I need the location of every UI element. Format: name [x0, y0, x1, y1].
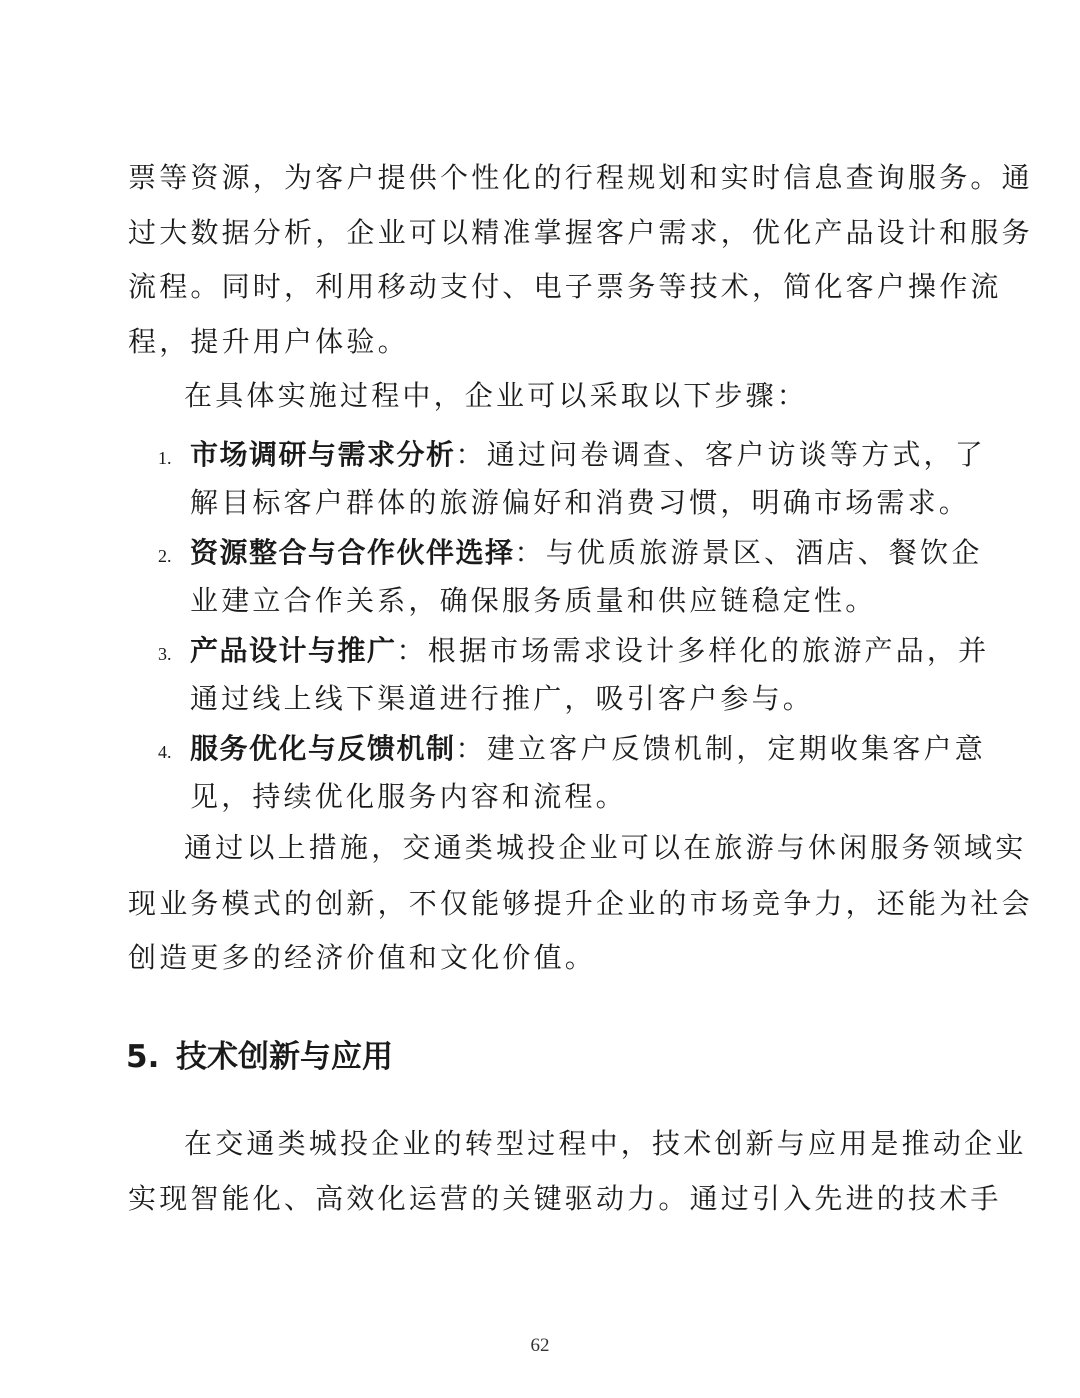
step-1-number: 1. — [158, 448, 172, 468]
step-4-text: ：建立客户反馈机制，定期收集客户意 — [455, 732, 986, 765]
intro-line-2: 过大数据分析，企业可以精准掌握客户需求，优化产品设计和服务 — [128, 216, 1033, 249]
step-2-title: 资源整合与合作伙伴选择 — [190, 536, 515, 569]
step-3-text: ：根据市场需求设计多样化的旅游产品，并 — [396, 634, 990, 667]
section-number: 5. — [126, 1039, 160, 1075]
step-4-title: 服务优化与反馈机制 — [190, 732, 456, 765]
step-1-line-1 — [190, 437, 986, 473]
step-3-line-2: 通过线上线下渠道进行推广，吸引客户参与。 — [190, 682, 815, 715]
section-title: 技术创新与应用 — [176, 1039, 393, 1075]
steps-intro: 在具体实施过程中，企业可以采取以下步骤： — [184, 379, 809, 412]
conclusion-line-3: 创造更多的经济价值和文化价值。 — [128, 941, 597, 974]
step-3-title: 产品设计与推广 — [190, 634, 397, 667]
page-number: 62 — [530, 1335, 550, 1356]
step-1-line-2: 解目标客户群体的旅游偏好和消费习惯，明确市场需求。 — [190, 486, 971, 519]
step-3-number: 3. — [158, 644, 172, 664]
intro-line-3: 流程。同时，利用移动支付、电子票务等技术，简化客户操作流 — [128, 270, 1002, 303]
conclusion-line-1: 通过以上措施，交通类城投企业可以在旅游与休闲服务领域实 — [184, 831, 1027, 864]
section-line-2: 实现智能化、高效化运营的关键驱动力。通过引入先进的技术手 — [128, 1182, 1002, 1215]
step-2-text: ：与优质旅游景区、酒店、餐饮企 — [514, 536, 983, 569]
step-1-text: ：通过问卷调查、客户访谈等方式，了 — [455, 438, 986, 471]
step-1-title: 市场调研与需求分析 — [190, 438, 456, 471]
step-4-line-1 — [190, 731, 986, 767]
step-2-line-2: 业建立合作关系，确保服务质量和供应链稳定性。 — [190, 584, 877, 617]
step-2-line-1 — [190, 535, 983, 571]
step-4-number: 4. — [158, 742, 172, 762]
conclusion-line-2: 现业务模式的创新，不仅能够提升企业的市场竞争力，还能为社会 — [128, 887, 1033, 920]
intro-line-1: 票等资源，为客户提供个性化的行程规划和实时信息查询服务。通 — [128, 161, 1033, 194]
step-4-line-2: 见，持续优化服务内容和流程。 — [190, 780, 627, 813]
step-3-line-1 — [190, 633, 990, 669]
intro-line-4: 程，提升用户体验。 — [128, 325, 409, 358]
section-line-1: 在交通类城投企业的转型过程中，技术创新与应用是推动企业 — [184, 1127, 1027, 1160]
section-heading — [126, 1037, 393, 1077]
step-2-number: 2. — [158, 546, 172, 566]
